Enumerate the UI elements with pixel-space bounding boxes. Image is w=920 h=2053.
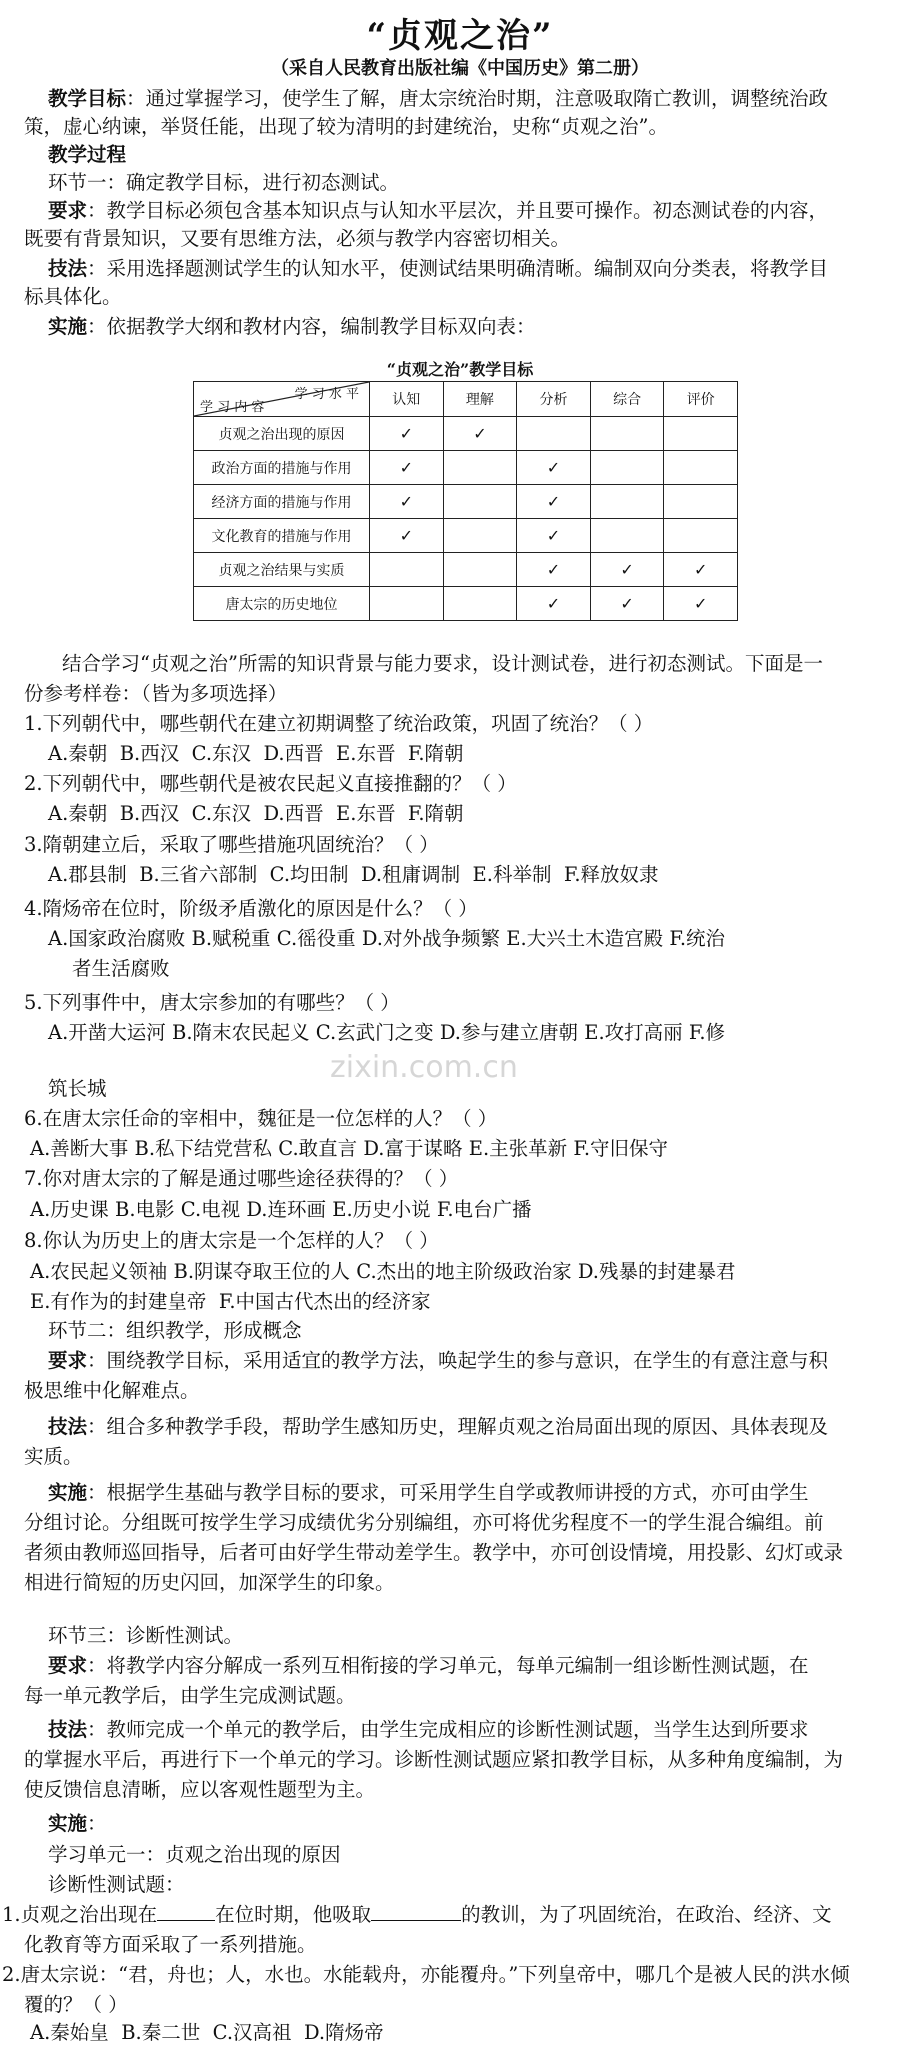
check-mark-icon: ✓ [399, 458, 413, 477]
question-2: 2.下列朝代中，哪些朝代是被农民起义直接推翻的？（ ） [24, 772, 517, 795]
section2-implementation-line-1: 实施：根据学生基础与教学目标的要求，可采用学生自学或教师讲授的方式，亦可由学生 [48, 1481, 809, 1504]
column-header: 认知 [370, 382, 444, 417]
question-4-options-cont: 者生活腐败 [72, 957, 170, 980]
table-row [194, 519, 738, 553]
document-subtitle: （采自人民教育出版社编《中国历史》第二册） [271, 58, 649, 79]
table-body [194, 417, 738, 621]
test-title: 诊断性测试题： [48, 1873, 185, 1896]
table-cell [443, 553, 517, 587]
section3-requirement-line-1: 要求：将教学内容分解成一系列互相衔接的学习单元，每单元编制一组诊断性测试题，在 [48, 1654, 809, 1677]
table-corner-cell [194, 382, 370, 417]
table-row [194, 451, 738, 485]
table-row [194, 417, 738, 451]
question-7: 7.你对唐太宗的了解是通过哪些途径获得的？（ ） [24, 1167, 459, 1190]
check-mark-icon: ✓ [399, 526, 413, 545]
table-cell [443, 519, 517, 553]
corner-content-label: 学 习 内 容 [200, 400, 265, 415]
table-cell [664, 485, 738, 519]
row-label: 贞观之治结果与实质 [194, 553, 370, 587]
question-5-options-cont: 筑长城 [48, 1077, 107, 1100]
check-mark-icon: ✓ [693, 594, 708, 613]
question-1: 1.下列朝代中，哪些朝代在建立初期调整了统治政策，巩固了统治？（ ） [24, 712, 654, 735]
table-cell [590, 519, 664, 553]
table-cell [370, 451, 444, 485]
section2-requirement-line-1: 要求：围绕教学目标，采用适宜的教学方法，唤起学生的参与意识，在学生的有意注意与积 [48, 1349, 829, 1372]
table-row [194, 485, 738, 519]
question-3: 3.隋朝建立后，采取了哪些措施巩固统治？（ ） [24, 833, 439, 856]
table-cell [517, 587, 591, 621]
table-cell [370, 485, 444, 519]
section3-title: 环节三：诊断性测试。 [48, 1624, 244, 1647]
section1-title: 环节一：确定教学目标，进行初态测试。 [48, 171, 400, 194]
section2-technique-line-2: 实质。 [24, 1445, 83, 1468]
check-mark-icon: ✓ [693, 560, 708, 579]
table-cell [664, 587, 738, 621]
row-label: 政治方面的措施与作用 [194, 451, 370, 485]
section2-requirement-line-2: 极思维中化解难点。 [24, 1379, 200, 1402]
table-cell [590, 485, 664, 519]
document-title: “贞观之治” [366, 16, 554, 56]
row-label: 文化教育的措施与作用 [194, 519, 370, 553]
table-cell [664, 417, 738, 451]
section3-implementation: 实施： [48, 1812, 107, 1835]
table-cell [370, 417, 444, 451]
diagnostic-question-1: 1.贞观之治出现在 在位时期，他吸取 的教训，为了巩固统治，在政治、经济、文 [2, 1903, 832, 1926]
goal-line-2: 策，虚心纳谏，举贤任能，出现了较为清明的封建统治，史称“贞观之治”。 [24, 115, 668, 138]
corner-level-label: 学 习 水 平 [294, 387, 359, 402]
question-3-options: A.郡县制 B.三省六部制 C.均田制 D.租庸调制 E.科举制 F.释放奴隶 [48, 863, 659, 886]
question-8-options: A.农民起义领袖 B.阴谋夺取王位的人 C.杰出的地主阶级政治家 D.残暴的封建暴君 [30, 1260, 736, 1283]
goal-label: 教学目标 [48, 87, 127, 110]
fill-blank-2[interactable] [371, 1902, 461, 1921]
section1-requirement-line-2: 既要有背景知识，又要有思维方法，必须与教学内容密切相关。 [24, 227, 571, 250]
table-cell [590, 417, 664, 451]
table-cell [517, 519, 591, 553]
check-mark-icon: ✓ [620, 594, 634, 613]
section2-technique-line-1: 技法：组合多种教学手段，帮助学生感知历史，理解贞观之治局面出现的原因、具体表现及 [48, 1415, 829, 1438]
row-label: 唐太宗的历史地位 [194, 587, 370, 621]
check-mark-icon: ✓ [546, 458, 561, 477]
question-8-options-cont: E.有作为的封建皇帝 F.中国古代杰出的经济家 [30, 1290, 431, 1313]
section3-technique-line-3: 使反馈信息清晰，应以客观性题型为主。 [24, 1778, 376, 1801]
section1-implementation: 实施：依据教学大纲和教材内容，编制教学目标双向表： [48, 315, 536, 338]
question-4: 4.隋炀帝在位时，阶级矛盾激化的原因是什么？（ ） [24, 897, 478, 920]
intro-line-1: 结合学习“贞观之治”所需的知识背景与能力要求，设计测试卷，进行初态测试。下面是一 [62, 652, 823, 675]
table-cell [517, 485, 591, 519]
table-row [194, 587, 738, 621]
goal-line-1: 教学目标：通过掌握学习，使学生了解，唐太宗统治时期，注意吸取隋亡教训，调整统治政 [48, 87, 829, 110]
check-mark-icon: ✓ [473, 424, 487, 443]
table-cell [443, 417, 517, 451]
table-row [194, 553, 738, 587]
table-cell [664, 451, 738, 485]
check-mark-icon: ✓ [620, 560, 634, 579]
question-2-options: A.秦朝 B.西汉 C.东汉 D.西晋 E.东晋 F.隋朝 [48, 802, 464, 825]
check-mark-icon: ✓ [546, 526, 561, 545]
row-label: 贞观之治出现的原因 [194, 417, 370, 451]
section2-title: 环节二：组织教学，形成概念 [48, 1319, 302, 1342]
table-title: “贞观之治”教学目标 [386, 360, 534, 379]
column-header: 评价 [664, 382, 738, 417]
section1-requirement-line-1: 要求：教学目标必须包含基本知识点与认知水平层次，并且要可操作。初态测试卷的内容， [48, 199, 829, 222]
intro-line-2: 份参考样卷：（皆为多项选择） [24, 682, 288, 705]
section2-implementation-line-4: 相进行简短的历史闪回，加深学生的印象。 [24, 1571, 395, 1594]
section2-implementation-line-2: 分组讨论。分组既可按学生学习成绩优劣分别编组，亦可将优劣程度不一的学生混合编组。前 [24, 1511, 824, 1534]
section3-requirement-line-2: 每一单元教学后，由学生完成测试题。 [24, 1684, 356, 1707]
table-cell [370, 553, 444, 587]
column-header: 综合 [590, 382, 664, 417]
table-cell [590, 451, 664, 485]
section3-technique-line-1: 技法：教师完成一个单元的教学后，由学生完成相应的诊断性测试题，当学生达到所要求 [48, 1718, 809, 1741]
table-cell [517, 451, 591, 485]
table-cell [664, 519, 738, 553]
table-cell [443, 485, 517, 519]
objectives-table [193, 381, 738, 621]
check-mark-icon: ✓ [546, 594, 561, 613]
table-cell [443, 587, 517, 621]
diagnostic-question-2: 2.唐太宗说：“君，舟也；人，水也。水能载舟，亦能覆舟。”下列皇帝中，哪几个是被人民的洪水倾 [2, 1963, 850, 1986]
row-label: 经济方面的措施与作用 [194, 485, 370, 519]
question-7-options: A.历史课 B.电影 C.电视 D.连环画 E.历史小说 F.电台广播 [30, 1198, 532, 1221]
check-mark-icon: ✓ [546, 492, 561, 511]
table-cell [370, 519, 444, 553]
table-cell [590, 553, 664, 587]
process-heading: 教学过程 [48, 143, 127, 166]
section1-technique-line-1: 技法：采用选择题测试学生的认知水平，使测试结果明确清晰。编制双向分类表，将教学目 [48, 257, 829, 280]
table-cell [664, 553, 738, 587]
question-5: 5.下列事件中，唐太宗参加的有哪些？（ ） [24, 991, 400, 1014]
diagnostic-question-2-cont: 覆的？（ ） [24, 1993, 128, 2016]
table-cell [370, 587, 444, 621]
question-8: 8.你认为历史上的唐太宗是一个怎样的人？（ ） [24, 1229, 439, 1252]
diagnostic-question-2-options: A.秦始皇 B.秦二世 C.汉高祖 D.隋炀帝 [30, 2021, 384, 2044]
watermark: zixin.com.cn [330, 1050, 518, 1085]
question-6-options: A.善断大事 B.私下结党营私 C.敢直言 D.富于谋略 E.主张革新 F.守旧保守 [30, 1137, 669, 1160]
section3-technique-line-2: 的掌握水平后，再进行下一个单元的学习。诊断性测试题应紧扣教学目标，从多种角度编制，为 [24, 1748, 844, 1771]
section2-implementation-line-3: 者须由教师巡回指导，后者可由好学生带动差学生。教学中，亦可创设情境，用投影、幻灯或录 [24, 1541, 844, 1564]
table-cell [590, 587, 664, 621]
table-cell [443, 451, 517, 485]
fill-blank-1[interactable] [157, 1902, 215, 1921]
unit-title: 学习单元一：贞观之治出现的原因 [48, 1843, 341, 1866]
question-4-options: A.国家政治腐败 B.赋税重 C.徭役重 D.对外战争频繁 E.大兴土木造宫殿 F.统治 [48, 927, 726, 950]
column-header: 理解 [443, 382, 517, 417]
question-1-options: A.秦朝 B.西汉 C.东汉 D.西晋 E.东晋 F.隋朝 [48, 742, 464, 765]
check-mark-icon: ✓ [399, 492, 413, 511]
question-6: 6.在唐太宗任命的宰相中，魏征是一位怎样的人？（ ） [24, 1107, 498, 1130]
question-5-options: A.开凿大运河 B.隋末农民起义 C.玄武门之变 D.参与建立唐朝 E.攻打高丽 F.修 [48, 1021, 726, 1044]
table-cell [517, 417, 591, 451]
table-cell [517, 553, 591, 587]
diagnostic-question-1-cont: 化教育等方面采取了一系列措施。 [24, 1933, 317, 1956]
column-header: 分析 [517, 382, 591, 417]
section1-technique-line-2: 标具体化。 [24, 285, 122, 308]
check-mark-icon: ✓ [546, 560, 561, 579]
check-mark-icon: ✓ [399, 424, 413, 443]
